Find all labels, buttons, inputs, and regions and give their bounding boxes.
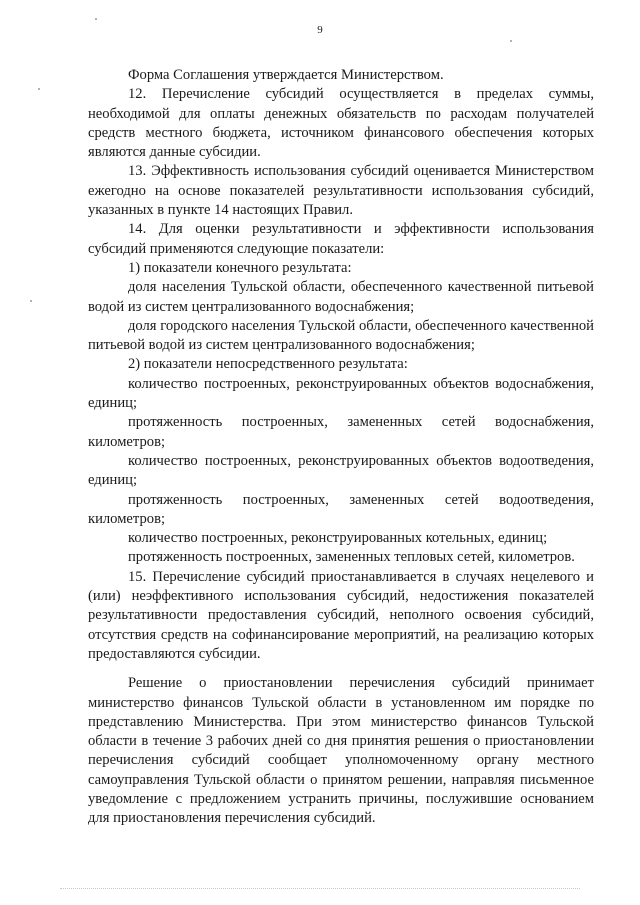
scan-bottom-edge (60, 888, 580, 889)
paragraph-form-approval: Форма Соглашения утверждается Министерством. (128, 67, 444, 83)
paragraph-item-15: 15. Перечисление субсидий приостанавливается в случаях нецелевого и (или) неэффективного использования субсидий, недостижения показателей результативности предоставления субсидий, неполного освоения субсидий, отсутствия средств на софинансирование мероприятий, на реализацию которых предоставляются субсидии. (88, 568, 594, 662)
paragraph-item-14: 14. Для оценки результативности и эффективности использования субсидий применяются следующие показатели: (88, 221, 594, 257)
paragraph-indicator-water-networks: протяженность построенных, замененных сетей водоснабжения, километров; (88, 414, 594, 450)
paragraph-indicator-water-objects: количество построенных, реконструированных объектов водоснабжения, единиц; (88, 375, 594, 412)
scan-speck (95, 18, 97, 20)
page-number: 9 (317, 24, 323, 36)
paragraph-indicator-sewer-objects: количество построенных, реконструированных объектов водоотведения, единиц; (88, 452, 594, 489)
paragraph-indicator-urban-share: доля городского населения Тульской области, обеспеченного качественной питьевой водой из систем централизованного водоснабжения; (88, 317, 594, 354)
paragraph-indicator-boilers: количество построенных, реконструированных котельных, единиц; (128, 530, 548, 547)
paragraph-item-13: 13. Эффективность использования субсидий оценивается Министерством ежегодно на основе показателей результативности использования субсидий, указанных в пункте 14 настоящих Правил. (88, 163, 594, 219)
paragraph-indicator-heat-networks: протяженность построенных, замененных тепловых сетей, километров. (128, 549, 575, 566)
paragraph-indicator-population-share: доля населения Тульской области, обеспеченного качественной питьевой водой из систем централизованного водоснабжения; (88, 279, 594, 315)
scan-speck (510, 40, 512, 42)
paragraph-item-12: 12. Перечисление субсидий осуществляется в пределах суммы, необходимой для оплаты денежных обязательств по расходам получателей средств местного бюджета, источником финансового обеспечения которых являются данные субсидии. (88, 86, 594, 161)
scan-speck (30, 300, 32, 302)
paragraph-final-indicators-heading: 1) показатели конечного результата: (128, 259, 352, 276)
paragraph-indicator-sewer-networks: протяженность построенных, замененных сетей водоотведения, километров; (88, 491, 594, 527)
document-body (88, 66, 594, 829)
paragraph-suspension-decision: Решение о приостановлении перечисления субсидий принимает министерство финансов Тульской области в установленном им порядке по представлению Министерства. При этом министерство финансов Тульской области в течение 3 рабочих дней со дня принятия решения о приостановлении перечисления субсидий сообщает уполномоченному органу местного самоуправления Тульской области о принятом решении, направляя письменное уведомление с предложением устранить причины, послужившие основанием для приостановления перечисления субсидий. (88, 675, 594, 827)
scan-speck (38, 88, 40, 90)
paragraph-direct-indicators-heading: 2) показатели непосредственного результата: (128, 356, 408, 373)
